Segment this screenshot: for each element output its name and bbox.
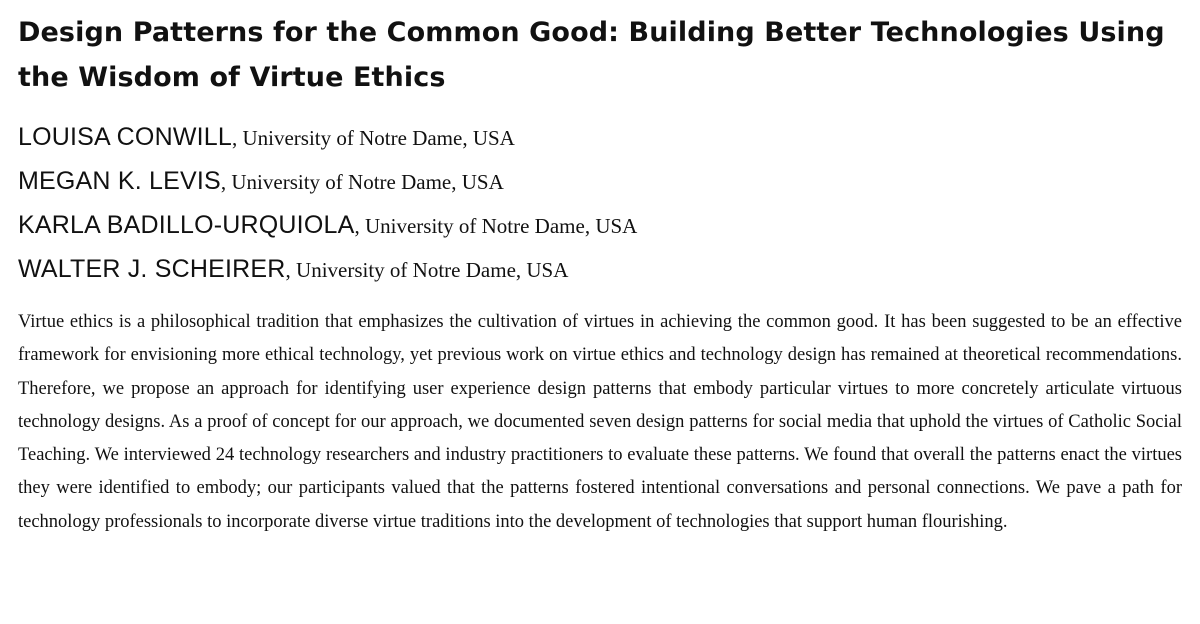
author-entry bbox=[18, 115, 1182, 159]
author-entry bbox=[18, 203, 1182, 247]
author-sep: , bbox=[231, 126, 243, 150]
paper-header bbox=[18, 10, 1182, 558]
author-list bbox=[18, 115, 1182, 291]
author-sep: , bbox=[220, 170, 232, 194]
author-affiliation: University of Notre Dame, USA bbox=[242, 126, 515, 150]
author-entry bbox=[18, 247, 1182, 291]
author-sep: , bbox=[285, 258, 297, 282]
author-name: MEGAN K. LEVIS bbox=[18, 167, 221, 195]
author-affiliation: University of Notre Dame, USA bbox=[364, 214, 638, 238]
author-name: KARLA BADILLO-URQUIOLA bbox=[18, 211, 355, 239]
paper-title: Design Patterns for the Common Good: Building Better Technologies Using the Wisdom of Virtue Ethics bbox=[18, 17, 1165, 93]
abstract: Virtue ethics is a philosophical tradition that emphasizes the cultivation of virtues in achieving the common good. It has been suggested to be an effective framework for envisioning more ethical technology, yet previous work on virtue ethics and technology design has remained at theoretical recommendations. Therefore, we propose an approach for identifying user experience design patterns that embody particular virtues to more concretely articulate virtuous technology designs. As a proof of concept for our approach, we documented seven design patterns for social media that uphold the virtues of Catholic Social Teaching. We interviewed 24 technology researchers and industry practitioners to evaluate these patterns. We found that overall the patterns enact the virtues they were identified to embody; our participants valued that the patterns fostered intentional conversations and personal connections. We pave a path for technology professionals to incorporate diverse virtue traditions into the development of technologies that support human flourishing. bbox=[18, 312, 1182, 532]
author-name: WALTER J. SCHEIRER bbox=[18, 255, 286, 283]
author-affiliation: University of Notre Dame, USA bbox=[296, 258, 569, 282]
author-name: LOUISA CONWILL bbox=[18, 123, 232, 151]
author-sep: , bbox=[354, 214, 365, 238]
author-affiliation: University of Notre Dame, USA bbox=[231, 170, 504, 194]
author-entry bbox=[18, 159, 1182, 203]
